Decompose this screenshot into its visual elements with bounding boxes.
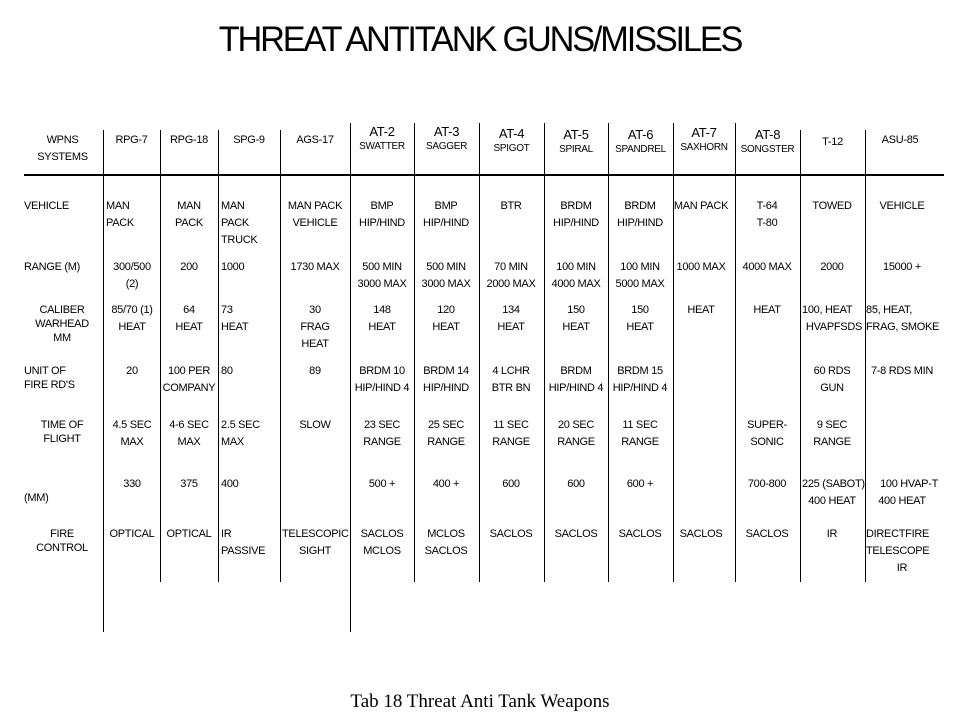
table-cell: BRDM 10 <box>359 365 405 377</box>
table-cell: FRAG <box>300 321 330 333</box>
column-header: RPG-18 <box>170 134 208 146</box>
row-label: WARHEAD <box>35 318 89 330</box>
row-label: CONTROL <box>36 542 88 554</box>
table-cell: HEAT <box>687 304 715 316</box>
row-label: CALIBER <box>39 304 85 316</box>
table-cell: 500 MIN <box>426 261 466 273</box>
table-corner-label: SYSTEMS <box>37 151 88 163</box>
column-header: AGS-17 <box>296 134 334 146</box>
table-cell: BRDM <box>560 365 592 377</box>
table-cell: HEAT <box>118 321 146 333</box>
table-cell: 700-800 <box>747 478 787 490</box>
column-divider <box>735 123 736 582</box>
table-cell: RANGE <box>557 436 595 448</box>
table-cell: MAX <box>120 436 144 448</box>
table-cell: MAX <box>221 436 244 448</box>
table-cell: IR <box>826 528 838 540</box>
table-cell: 73 <box>221 304 233 316</box>
table-cell: 70 MIN <box>494 261 528 273</box>
table-cell: SACLOS <box>618 528 662 540</box>
table-cell: 30 <box>309 304 321 316</box>
column-header: AT-2 <box>369 124 395 139</box>
table-cell: 150 <box>567 304 585 316</box>
table-cell: 11 SEC <box>622 419 658 431</box>
table-cell: PACK <box>106 217 134 229</box>
table-cell: 134 <box>502 304 520 316</box>
table-cell: VEHICLE <box>292 217 338 229</box>
column-divider <box>280 130 281 582</box>
column-header: AT-4 <box>498 126 525 141</box>
row-label: RANGE (M) <box>24 261 80 273</box>
row-label: UNIT OF <box>24 365 66 377</box>
table-cell: PACK <box>221 217 249 229</box>
table-cell: 3000 MAX <box>357 278 407 290</box>
column-header: AT-7 <box>691 125 717 140</box>
table-cell: SUPER- <box>747 419 787 431</box>
table-cell: 4 LCHR <box>492 365 530 377</box>
row-label: VEHICLE <box>24 200 69 212</box>
table-cell: 1000 MAX <box>676 261 726 273</box>
table-cell: SACLOS <box>489 528 533 540</box>
table-cell: HIP/HIND 4 <box>354 382 410 394</box>
table-cell: HIP/HIND <box>553 217 599 229</box>
table-cell: 100 MIN <box>620 261 660 273</box>
table-cell: OPTICAL <box>109 528 155 540</box>
row-label: FIRE <box>50 528 74 540</box>
table-cell: 330 <box>123 478 141 490</box>
table-cell: HEAT <box>562 321 590 333</box>
table-cell: PASSIVE <box>221 545 266 557</box>
table-cell: BTR <box>500 200 522 212</box>
table-cell: 100 MIN <box>556 261 596 273</box>
table-cell: TRUCK <box>221 234 258 246</box>
column-header: SAGGER <box>426 141 467 152</box>
table-cell: 100 PER <box>168 365 210 377</box>
table-cell: 5000 MAX <box>615 278 665 290</box>
header-rule <box>24 174 944 176</box>
column-header: SWATTER <box>359 141 405 152</box>
table-cell: 2.5 SEC <box>221 419 260 431</box>
table-cell: SACLOS <box>554 528 598 540</box>
table-cell: SACLOS <box>745 528 789 540</box>
row-label: TIME OF <box>40 419 84 431</box>
table-cell: 375 <box>180 478 198 490</box>
table-cell: 20 SEC <box>557 419 595 431</box>
table-cell: RANGE <box>813 436 851 448</box>
table-cell: MCLOS <box>427 528 465 540</box>
table-cell: 600 <box>567 478 585 490</box>
table-cell: 148 <box>373 304 391 316</box>
table-cell: SACLOS <box>360 528 404 540</box>
table-cell: 15000 + <box>883 261 921 273</box>
column-header: SAXHORN <box>680 142 728 153</box>
table-cell: 4-6 SEC <box>169 419 209 431</box>
table-cell: 1000 <box>221 261 245 273</box>
table-cell: RANGE <box>427 436 465 448</box>
table-cell: TELESCOPE <box>866 545 930 557</box>
table-cell: MAN PACK <box>287 200 343 212</box>
table-cell: 600 + <box>626 478 654 490</box>
column-header: SPANDREL <box>615 144 666 155</box>
column-header: SPIGOT <box>493 143 530 154</box>
table-cell: VEHICLE <box>879 200 925 212</box>
table-cell: HEAT <box>432 321 460 333</box>
table-cell: 60 RDS <box>813 365 851 377</box>
table-cell: SIGHT <box>298 545 332 557</box>
column-header: AT-8 <box>754 127 781 142</box>
table-cell: MCLOS <box>363 545 401 557</box>
column-divider <box>218 130 219 582</box>
table-cell: 3000 MAX <box>421 278 471 290</box>
table-cell: TOWED <box>812 200 852 212</box>
table-cell: 200 <box>180 261 198 273</box>
column-header: T-12 <box>822 136 843 148</box>
column-divider <box>479 123 480 582</box>
table-cell: 7-8 RDS MIN <box>870 365 934 377</box>
table-cell: HIP/HIND <box>423 382 469 394</box>
table-cell: 1730 MAX <box>290 261 340 273</box>
column-divider <box>800 130 801 582</box>
table-cell: BRDM <box>560 200 592 212</box>
table-cell: HVAPFSDS <box>805 321 862 333</box>
table-cell: HEAT <box>626 321 654 333</box>
table-cell: 400 <box>221 478 239 490</box>
table-cell: HEAT <box>301 338 329 350</box>
table-cell: 64 <box>183 304 195 316</box>
table-cell: FRAG, SMOKE <box>866 321 940 333</box>
column-divider <box>865 130 866 582</box>
column-divider <box>103 130 104 632</box>
column-header: SONGSTER <box>740 144 795 155</box>
table-cell: BRDM 15 <box>617 365 663 377</box>
table-cell: 100 HVAP-T <box>880 478 938 490</box>
table-cell: RANGE <box>492 436 530 448</box>
column-divider <box>673 123 674 582</box>
table-cell: 225 (SABOT) <box>802 478 865 490</box>
table-cell: SONIC <box>750 436 784 448</box>
table-cell: SACLOS <box>679 528 723 540</box>
row-label: FLIGHT <box>43 433 81 445</box>
column-divider <box>608 123 609 582</box>
table-cell: MAN <box>177 200 201 212</box>
table-cell: HIP/HIND <box>617 217 663 229</box>
table-cell: HEAT <box>753 304 781 316</box>
table-cell: RANGE <box>621 436 659 448</box>
table-cell: MAN <box>221 200 245 212</box>
slide-caption: Tab 18 Threat Anti Tank Weapons <box>350 691 610 712</box>
table-cell: 85/70 (1) <box>111 304 153 316</box>
table-cell: IR <box>896 562 908 574</box>
table-cell: 500 + <box>368 478 396 490</box>
table-cell: HEAT <box>221 321 249 333</box>
table-cell: 600 <box>502 478 520 490</box>
table-cell: 2000 MAX <box>486 278 536 290</box>
row-label: FIRE RD'S <box>24 379 75 391</box>
table-cell: 500 MIN <box>362 261 402 273</box>
table-cell: BMP <box>434 200 458 212</box>
table-cell: 120 <box>437 304 455 316</box>
column-header: AT-5 <box>563 127 589 142</box>
table-cell: 4000 MAX <box>742 261 792 273</box>
table-cell: MAN <box>106 200 130 212</box>
table-cell: 25 SEC <box>427 419 465 431</box>
table-corner-label: WPNS <box>46 134 79 146</box>
table-cell: HIP/HIND <box>423 217 469 229</box>
table-cell: SACLOS <box>424 545 468 557</box>
table-cell: BRDM <box>624 200 656 212</box>
table-cell: HEAT <box>497 321 525 333</box>
column-divider <box>544 123 545 582</box>
table-cell: HIP/HIND <box>359 217 405 229</box>
table-cell: MAX <box>177 436 201 448</box>
table-cell: 4.5 SEC <box>112 419 152 431</box>
table-cell: 400 HEAT <box>808 495 856 507</box>
table-cell: MAN PACK <box>673 200 729 212</box>
table-cell: 2000 <box>820 261 844 273</box>
table-cell: 23 SEC <box>363 419 401 431</box>
table-cell: RANGE <box>363 436 401 448</box>
table-cell: T-64 <box>756 200 778 212</box>
column-header: AT-3 <box>433 124 460 139</box>
table-cell: PACK <box>175 217 203 229</box>
table-cell: 89 <box>309 365 321 377</box>
table-cell: GUN <box>820 382 844 394</box>
table-cell: 9 SEC <box>816 419 848 431</box>
slide-title: THREAT ANTITANK GUNS/MISSILES <box>218 20 742 59</box>
table-cell: IR <box>221 528 232 540</box>
table-cell: (2) <box>125 278 139 290</box>
column-divider <box>414 123 415 582</box>
table-cell: HIP/HIND 4 <box>612 382 668 394</box>
table-cell: TELESCOPIC <box>282 528 349 540</box>
row-label: (MM) <box>24 492 49 504</box>
table-cell: OPTICAL <box>166 528 212 540</box>
column-header: SPIRAL <box>559 144 593 155</box>
table-cell: COMPANY <box>162 382 216 394</box>
table-cell: HIP/HIND 4 <box>548 382 604 394</box>
table-cell: HEAT <box>175 321 203 333</box>
column-header: ASU-85 <box>881 134 919 146</box>
table-cell: 100, HEAT <box>802 304 853 316</box>
table-cell: BMP <box>370 200 394 212</box>
table-cell: 85, HEAT, <box>866 304 913 316</box>
table-cell: T-80 <box>756 217 778 229</box>
table-cell: DIRECTFIRE <box>866 528 930 540</box>
table-cell: 11 SEC <box>493 419 529 431</box>
table-cell: 4000 MAX <box>551 278 601 290</box>
column-header: AT-6 <box>627 127 654 142</box>
table-cell: 80 <box>221 365 233 377</box>
column-header: SPG-9 <box>233 134 265 146</box>
table-cell: 400 HEAT <box>878 495 926 507</box>
table-cell: SLOW <box>299 419 331 431</box>
table-cell: 300/500 <box>113 261 151 273</box>
table-cell: 400 + <box>432 478 460 490</box>
table-cell: 20 <box>126 365 138 377</box>
row-label: MM <box>53 332 71 344</box>
table-cell: BTR BN <box>491 382 531 394</box>
table-cell: HEAT <box>368 321 396 333</box>
column-header: RPG-7 <box>115 134 148 146</box>
column-divider <box>160 130 161 582</box>
table-cell: 150 <box>631 304 649 316</box>
column-divider <box>350 123 351 632</box>
table-cell: BRDM 14 <box>423 365 469 377</box>
